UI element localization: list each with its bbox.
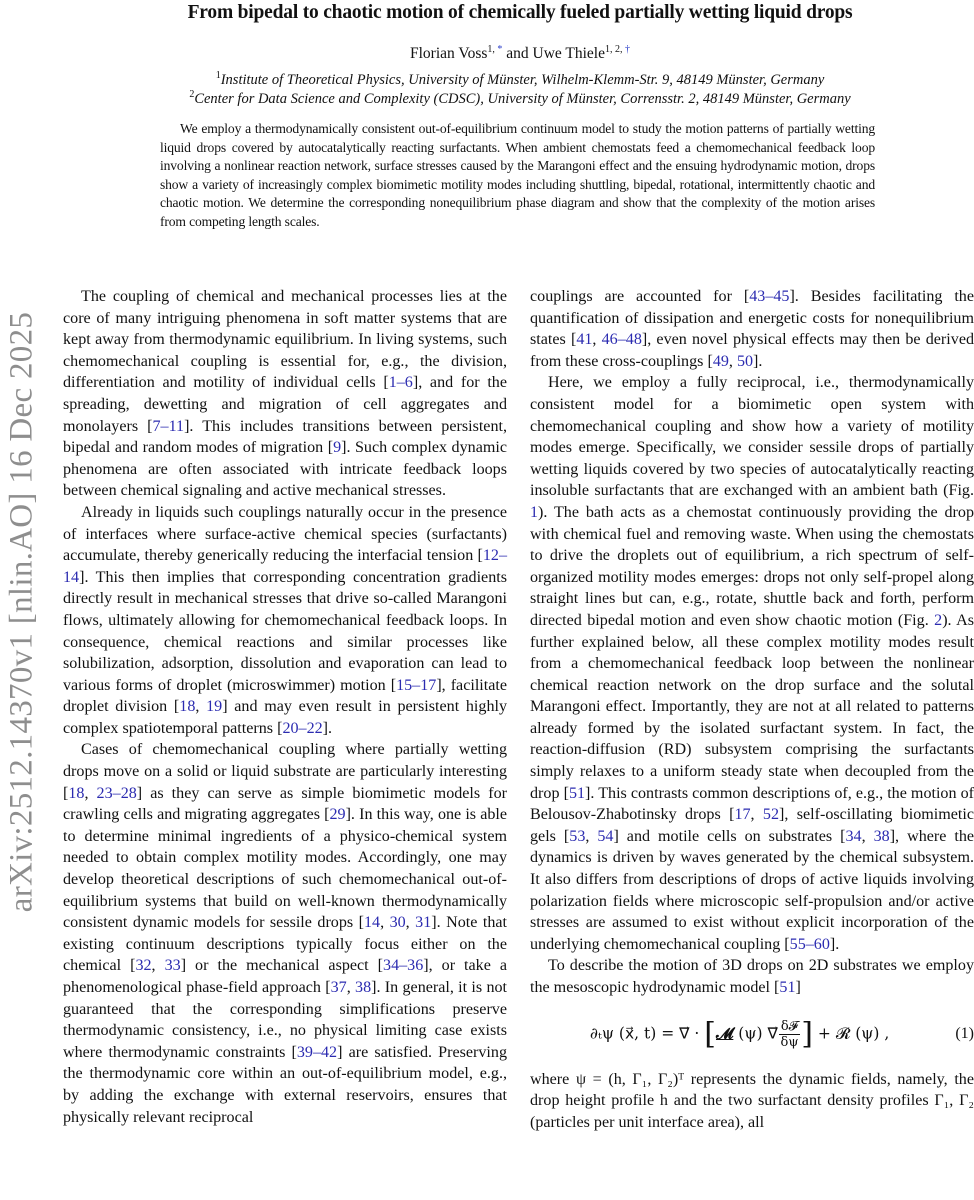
citation-link[interactable]: 19 <box>206 698 223 716</box>
equation-number: (1) <box>955 1024 974 1042</box>
frac-numerator: δ𝓕 <box>780 1018 799 1034</box>
citation-link[interactable]: 34–36 <box>383 957 424 975</box>
bracket-open: [ <box>704 1016 716 1052</box>
arxiv-stamp: arXiv:2512.14370v1 [nlin.AO] 16 Dec 2025 <box>3 311 40 913</box>
footnote-link[interactable]: * <box>497 44 503 55</box>
equation-mid: (ψ) ∇⃗ <box>733 1024 778 1043</box>
equation-lhs: ∂ₜψ (x⃗, t) = ∇⃗ · <box>590 1024 705 1043</box>
citation-link[interactable]: 12–14 <box>63 547 507 586</box>
author-joiner: and <box>506 45 529 63</box>
affiliation-number: 1 <box>215 70 221 81</box>
citation-link[interactable]: 49 <box>712 352 729 370</box>
right-column <box>530 286 974 1133</box>
citation-link[interactable]: 54 <box>597 827 614 845</box>
author-name: Florian Voss <box>410 45 488 63</box>
citation-link[interactable]: 34 <box>845 827 862 845</box>
affiliation-text: Institute of Theoretical Physics, University of Münster, Wilhelm-Klemm-Str. 9, 48149 Münster, Germany <box>220 71 825 88</box>
body-paragraph: Already in liquids such couplings naturally occur in the presence of interfaces where surface-active chemical species (surfactants) accumulate, thereby generically reducing the interfacial tension [12–14]. This then implies that corresponding concentration gradients directly result in mechanical stresses that drive so-called Marangoni flows, ultimately allowing for chemomechanical feedback loops. In consequence, chemical reactions and similar processes like solubilization, adsorption, dissolution and evaporation can lead to various forms of droplet (microswimmer) motion [15–17], facilitate droplet division [18, 19] and may even result in persistent highly complex spatiotemporal patterns [20–22]. <box>63 503 508 737</box>
citation-link[interactable]: 43–45 <box>749 288 790 305</box>
citation-link[interactable]: 51 <box>779 979 796 996</box>
affiliation-number: 2 <box>189 89 195 100</box>
citation-link[interactable]: 51 <box>568 784 586 802</box>
citation-link[interactable]: 38 <box>355 979 372 996</box>
citation-link[interactable]: 2 <box>934 611 943 629</box>
body-paragraph: where ψ = (h, Γ₁, Γ₂)ᵀ represents the dynamic fields, namely, the drop height profile h and the two surfactant density profiles Γ₁, Γ₂ (particles per unit interface area), all <box>530 1070 974 1131</box>
body-paragraph: Here, we employ a fully reciprocal, i.e., thermodynamically consistent model for a biomimetic open system with chemomechanical coupling and show how a variety of motility modes emerge. Specifically, we consider sessile drops of partially wetting liquids covered by two species of autocatalytically reacting insoluble surfactants that are exchanged with an ambient bath (Fig. 1). The bath acts as a chemostat continuously providing the drop with chemical fuel and removing waste. When using the chemostats to drive the droplets out of equilibrium, a rich spectrum of self-organized motility modes emerges: drops not only self-propel along straight lines but can, e.g., rotate, shuttle back and forth, perform directed bipedal motion and even show chaotic motion (Fig. 2). As further explained below, all these complex motility modes result from a chemomechanical feedback loop between the nonlinear chemical reaction network on the drop surface and the solutal Marangoni effect. Importantly, they are not at all related to patterns already formed by the isolated surfactant system. In fact, the reaction-diffusion (RD) subsystem comprising the surfactants simply relaxes to a uniform steady state when decoupled from the drop [51]. This contrasts common descriptions of, e.g., the motion of Belousov-Zhabotinsky drops [17, 52], self-oscillating biomimetic gels [53, 54] and motile cells on substrates [34, 38], where the dynamics is driven by waves generated by the chemical subsystem. It also differs from descriptions of drops of active liquids involving polarization fields where microscopic self-propulsion and/or active stresses are assumed to exist without explicit incorporation of the underlying chemomechanical coupling [55–60]. <box>530 374 974 953</box>
after-equation-text <box>530 1069 974 1134</box>
equation-1 <box>530 1001 974 1065</box>
citation-link[interactable]: 9 <box>333 439 342 457</box>
variational-derivative <box>779 1019 800 1050</box>
citation-link[interactable]: 23–28 <box>96 784 137 802</box>
citation-link[interactable]: 32 <box>135 957 152 975</box>
paper-title: From bipedal to chaotic motion of chemically fueled partially wetting liquid drops <box>187 2 853 23</box>
citation-link[interactable]: 7–11 <box>152 417 185 435</box>
citation-link[interactable]: 18 <box>68 784 85 802</box>
body-paragraph: couplings are accounted for [43–45]. Besides facilitating the quantification of dissipation and energetic costs for nonequilibrium states [41, 46–48], even novel physical effects may then be derived from these cross-couplings [49, 50]. <box>530 288 974 370</box>
citation-link[interactable]: 18 <box>179 698 196 716</box>
footnote-link[interactable]: † <box>624 44 630 55</box>
citation-link[interactable]: 41 <box>576 331 593 349</box>
equation-rhs: + 𝓡 (ψ) , <box>812 1024 890 1043</box>
citation-link[interactable]: 55–60 <box>789 935 830 953</box>
citation-link[interactable]: 29 <box>329 806 346 824</box>
citation-link[interactable]: 1 <box>530 503 539 521</box>
author-affil-marker: 1, * <box>487 44 503 55</box>
left-column <box>63 286 507 1128</box>
citation-link[interactable]: 31 <box>415 914 432 932</box>
frac-denominator: δψ <box>780 1034 799 1050</box>
body-paragraph: Cases of chemomechanical coupling where partially wetting drops move on a solid or liquid substrate are particularly interesting [18, 23–28] as they can serve as simple biomimetic models for crawling cells and migrating aggregates [29]. In this way, one is able to determine minimal ingredients of a physico-chemical system needed to obtain complex motility modes. Accordingly, one may develop theoretical descriptions of such chemomechanical out-of-equilibrium systems that build on well-known thermodynamically consistent dynamic models for sessile drops [14, 30, 31]. Note that existing continuum descriptions typically focus either on the chemical [32, 33] or the mechanical aspect [34–36], or take a phenomenological phase-field approach [37, 38]. In general, it is not guaranteed that the corresponding simplifications preserve thermodynamic consistency, i.e., no physical limiting case exists where thermodynamic constraints [39–42] are satisfied. Preserving the thermodynamic core within an out-of-equilibrium model, e.g., by adding the exchange with external reservoirs, ensures that physically relevant reciprocal <box>63 741 508 1126</box>
citation-link[interactable]: 37 <box>330 979 347 996</box>
equation-body <box>590 1016 890 1052</box>
citation-link[interactable]: 53 <box>569 827 586 845</box>
abstract: We employ a thermodynamically consistent out-of-equilibrium continuum model to study the motion patterns of partially wetting liquid drops covered by autocatalytically reacting surfactants. When ambient chemostats feed a chemomechanical feedback loop involving a nonlinear reaction network, surface stresses caused by the Marangoni effect and the ensuing hydrodynamic motion, drops show a variety of increasingly complex biomimetic motility modes including shuttling, bipedal, rotational, intermittently chaotic and chaotic motion. We determine the corresponding nonequilibrium phase diagram and show that the complexity of the motion arises from competing length scales. <box>160 121 875 229</box>
citation-link[interactable]: 52 <box>762 806 779 824</box>
citation-link[interactable]: 14 <box>363 914 381 932</box>
citation-link[interactable]: 15–17 <box>396 676 437 694</box>
author-affil-marker: 1, 2, † <box>604 44 630 55</box>
author-line <box>0 44 974 63</box>
citation-link[interactable]: 17 <box>734 806 751 824</box>
citation-link[interactable]: 50 <box>736 352 754 370</box>
citation-link[interactable]: 38 <box>873 827 890 845</box>
citation-link[interactable]: 20–22 <box>282 719 323 737</box>
citation-link[interactable]: 30 <box>389 914 406 932</box>
citation-link[interactable]: 33 <box>164 957 181 975</box>
body-paragraph: To describe the motion of 3D drops on 2D substrates we employ the mesoscopic hydrodynamic model [51] <box>530 957 974 996</box>
citation-link[interactable]: 1–6 <box>388 374 413 392</box>
affiliation-2 <box>0 89 974 108</box>
citation-link[interactable]: 46–48 <box>601 331 642 349</box>
bracket-close: ] <box>801 1016 813 1052</box>
citation-link[interactable]: 39–42 <box>296 1043 338 1061</box>
author-name: Uwe Thiele <box>532 45 605 63</box>
right-column-paragraphs <box>530 286 974 999</box>
mobility-symbol: 𝓜 <box>715 1023 734 1043</box>
body-paragraph: The coupling of chemical and mechanical processes lies at the core of many intriguing phenomena in soft matter systems that are kept away from thermodynamic equilibrium. In living systems, such chemomechanical coupling is essential for, e.g., the division, differentiation and motility of individual cells [1–6], and for the spreading, dewetting and migration of cell aggregates and monolayers [7–11]. This includes transitions between persistent, bipedal and random modes of migration [9]. Such complex dynamic phenomena are often associated with intricate feedback loops between chemical signaling and active mechanical stresses. <box>63 288 507 500</box>
affiliation-text: Center for Data Science and Complexity (CDSC), University of Münster, Corrensstr. 2, 48149 Münster, Germany <box>194 90 851 107</box>
affiliation-1 <box>0 70 974 89</box>
